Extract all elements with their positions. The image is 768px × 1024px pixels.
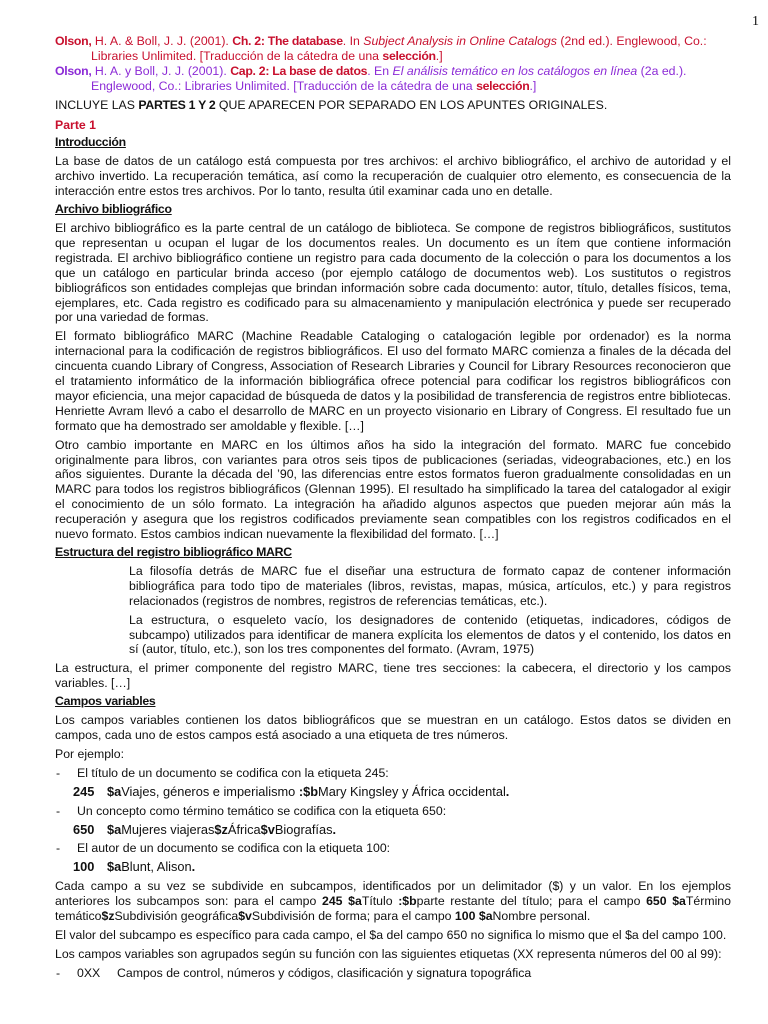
text-run: Subdivisión de forma; para el campo — [251, 909, 452, 924]
page-number: 1 — [752, 14, 759, 29]
marc-end: . — [191, 859, 196, 875]
marc-value: Blunt, Alison — [121, 859, 192, 875]
ref-details: H. A. y Boll, J. J. (2001). — [94, 63, 227, 78]
paragraph: Por ejemplo: — [55, 746, 125, 761]
part-heading: Parte 1 — [55, 117, 97, 132]
note-text: QUE APARECEN POR SEPARADO EN LOS APUNTES ORIGINALES. — [218, 97, 608, 112]
marc-code: :$b — [398, 894, 417, 909]
marc-value: África — [227, 821, 261, 837]
text-run: Cada campo a su vez se subdivide en subcampos, identificados por un delimitador ($) y un valor. En los ejemplos anteriores los subcampos son: para el campo — [55, 879, 731, 909]
document-body — [55, 34, 731, 981]
text-run: parte restante del título; para el campo — [416, 894, 641, 909]
ref-selection: selección — [382, 48, 436, 63]
marc-end: . — [505, 783, 510, 799]
marc-value: Viajes, géneros e imperialismo — [121, 783, 299, 799]
marc-value: Biografías — [274, 821, 333, 837]
field-group-description: Campos de control, números y códigos, clasificación y signatura topográfica — [117, 965, 532, 980]
marc-subfield: $z — [214, 821, 228, 837]
marc-tag: 100 — [73, 859, 95, 875]
marc-subfield: $a — [107, 821, 122, 837]
list-item: - El autor de un documento se codifica con la etiqueta 100: — [55, 841, 731, 856]
ref-author: Olson, — [55, 63, 92, 78]
marc-code: 650 $a — [646, 894, 686, 909]
marc-code: $v — [238, 909, 252, 924]
marc-code: 245 $a — [321, 894, 362, 909]
field-group-code: 0XX — [77, 965, 101, 980]
ref-end: .] — [529, 78, 537, 93]
marc-subfield: $a — [107, 783, 122, 799]
paragraph: Los campos variables son agrupados según su función con las siguientes etiquetas (XX representa números del 00 al 99): — [55, 946, 722, 961]
marc-subfield: :$b — [298, 783, 319, 799]
marc-end: . — [332, 821, 337, 837]
section-heading-introduccion: Introducción — [55, 135, 126, 150]
marc-tag: 245 — [73, 783, 95, 799]
paragraph: El valor del subcampo es específico para cada campo, el $a del campo 650 no significa lo mismo que el $a del campo 100. — [55, 927, 727, 942]
paragraph: El archivo bibliográfico es la parte central de un catálogo de biblioteca. Se compone de registros bibliográficos, sustitutos que representan u ocupan el lugar de los documentos reales. Un documento es un ítem que contiene información registrada. El archivo bibliográfico contiene un registro para cada documento de la colección o para los documentos a los que un catálogo en particular brinda acceso (por ejemplo catálogo de documentos web). Los sustitutos o registros bibliográficos son entidades complejas que brindan información sobre cada documento: autor, título, detalles físicos, tema, ejemplares, etc. Cada registro es codificado para su almacenamiento y manipulación electrónica y puede ser recuperado por una variedad de formas. — [55, 220, 731, 325]
ref-end: .] — [435, 48, 443, 63]
ref-connector: . En — [367, 63, 390, 78]
ref-details: H. A. & Boll, J. J. (2001). — [94, 34, 229, 48]
marc-code: 100 $a — [454, 909, 493, 924]
block-quote: La filosofía detrás de MARC fue el diseñar una estructura de formato capaz de contener información bibliográfica para todo tipo de materiales (libros, revistas, mapas, música, artículos, etc.) y para registros relacionados (registros de nombres, registros de referencias temáticas, etc.). — [129, 563, 731, 608]
marc-value: Mary Kingsley y África occidental — [318, 783, 506, 799]
note-text: INCLUYE LAS — [55, 97, 135, 112]
ref-book-title: El análisis temático en los catálogos en línea — [392, 63, 638, 78]
list-item: - Un concepto como término temático se codifica con la etiqueta 650: — [55, 804, 731, 819]
note-emphasis: PARTES 1 Y 2 — [138, 97, 216, 112]
text-run: Término temático — [55, 894, 731, 924]
marc-example — [55, 860, 731, 875]
ref-book-title: Subject Analysis in Online Catalogs — [363, 34, 557, 48]
ref-chapter: Ch. 2: The database — [232, 34, 343, 48]
section-heading-estructura: Estructura del registro bibliográfico MARC — [55, 545, 292, 559]
marc-example — [55, 823, 731, 838]
paragraph: La base de datos de un catálogo está compuesta por tres archivos: el archivo bibliográfico, el archivo de autoridad y el archivo invertido. La recuperación temática, así como la recuperación de cualquier otro elemento, es consecuencia de la interacción entre estos tres archivos. Por lo tanto, resulta útil examinar cada uno en detalle. — [55, 154, 731, 199]
ref-author: Olson, — [55, 34, 92, 48]
section-heading-archivo: Archivo bibliográfico — [55, 202, 172, 217]
ref-connector: . In — [342, 34, 360, 48]
ref-selection: selección — [476, 78, 530, 93]
reference-spanish — [55, 64, 731, 94]
list-item: - El título de un documento se codifica con la etiqueta 245: — [55, 766, 731, 781]
marc-tag: 650 — [73, 821, 95, 837]
text-run: Título — [361, 894, 393, 909]
paragraph: La estructura, el primer componente del registro MARC, tiene tres secciones: la cabecera, el directorio y los campos variables. […] — [55, 661, 731, 691]
ref-chapter: Cap. 2: La base de datos — [230, 63, 368, 78]
paragraph: Otro cambio importante en MARC en los últimos años ha sido la integración del formato. MARC fue concebido originalmente para libros, con variantes para otros seis tipos de publicaciones (seriadas, videograbaciones, etc.) en los años siguientes. Durante la década del ’90, las diferencias entre estos formatos fueron gradualmente consolidadas en un MARC para todos los registros bibliográficos (Glennan 1995). El resultado ha simplificado la tarea del catalogador al exigir el conocimiento de un sólo formato. La integración ha añadido algunos aspectos que pueden mejorar aún más la recuperación y asegura que los registros codificados previamente sean compatibles con los registros codificados en el nuevo formato. Estos cambios indican nuevamente la flexibilidad del formato. […] — [55, 437, 731, 542]
marc-code: $z — [101, 909, 115, 924]
marc-subfield: $a — [107, 859, 122, 875]
list-item — [55, 966, 731, 981]
paragraph-subfields — [55, 879, 731, 924]
marc-subfield: $v — [260, 821, 275, 837]
reference-english — [55, 34, 731, 64]
ref-publisher: (2nd ed.). Englewood, Co.: Libraries Unlimited. [Traducción de la cátedra de una — [91, 34, 707, 63]
paragraph: Los campos variables contienen los datos bibliográficos que se muestran en un catálogo. Estos datos se dividen en campos, cada uno de estos campos está asociado a una etiqueta de tres números. — [55, 713, 731, 742]
block-quote: La estructura, o esqueleto vacío, los designadores de contenido (etiquetas, indicadores, códigos de subcampo) utilizados para identificar de manera explícita los elementos de datos y el contenido, los datos en sí (autor, título, etc.), son los tres componentes del formato. (Avram, 1975) — [129, 612, 731, 657]
marc-example — [55, 785, 731, 800]
section-heading-campos: Campos variables — [55, 694, 156, 709]
paragraph: El formato bibliográfico MARC (Machine Readable Cataloging o catalogación legible por ordenador) es la norma internacional para la codificación de registros bibliográficos. El uso del formato MARC comienza a finales de la década del cincuenta cuando Library of Congress, Association of Research Libraries y Council for Library Resources reconocieron que el tratamiento informático de la información bibliográfica ofrece potencial para codificar los registros bibliográficos con mayor eficiencia, una mejor capacidad de búsqueda de datos y la posibilidad de transferencia de registros entre bibliotecas. Henriette Avram llevó a cabo el desarrollo de MARC en un proyecto visionario en Library of Congress. El resultado fue un formato que ha demostrado ser amoldable y flexible. […] — [55, 329, 731, 433]
note-line — [55, 98, 731, 113]
marc-value: Mujeres viajeras — [121, 821, 215, 837]
text-run: Nombre personal. — [492, 909, 591, 924]
ref-publisher: (2a ed.). Englewood, Co.: Libraries Unlimited. [Traducción de la cátedra de una — [91, 63, 687, 93]
text-run: Subdivisión geográfica — [114, 909, 239, 924]
